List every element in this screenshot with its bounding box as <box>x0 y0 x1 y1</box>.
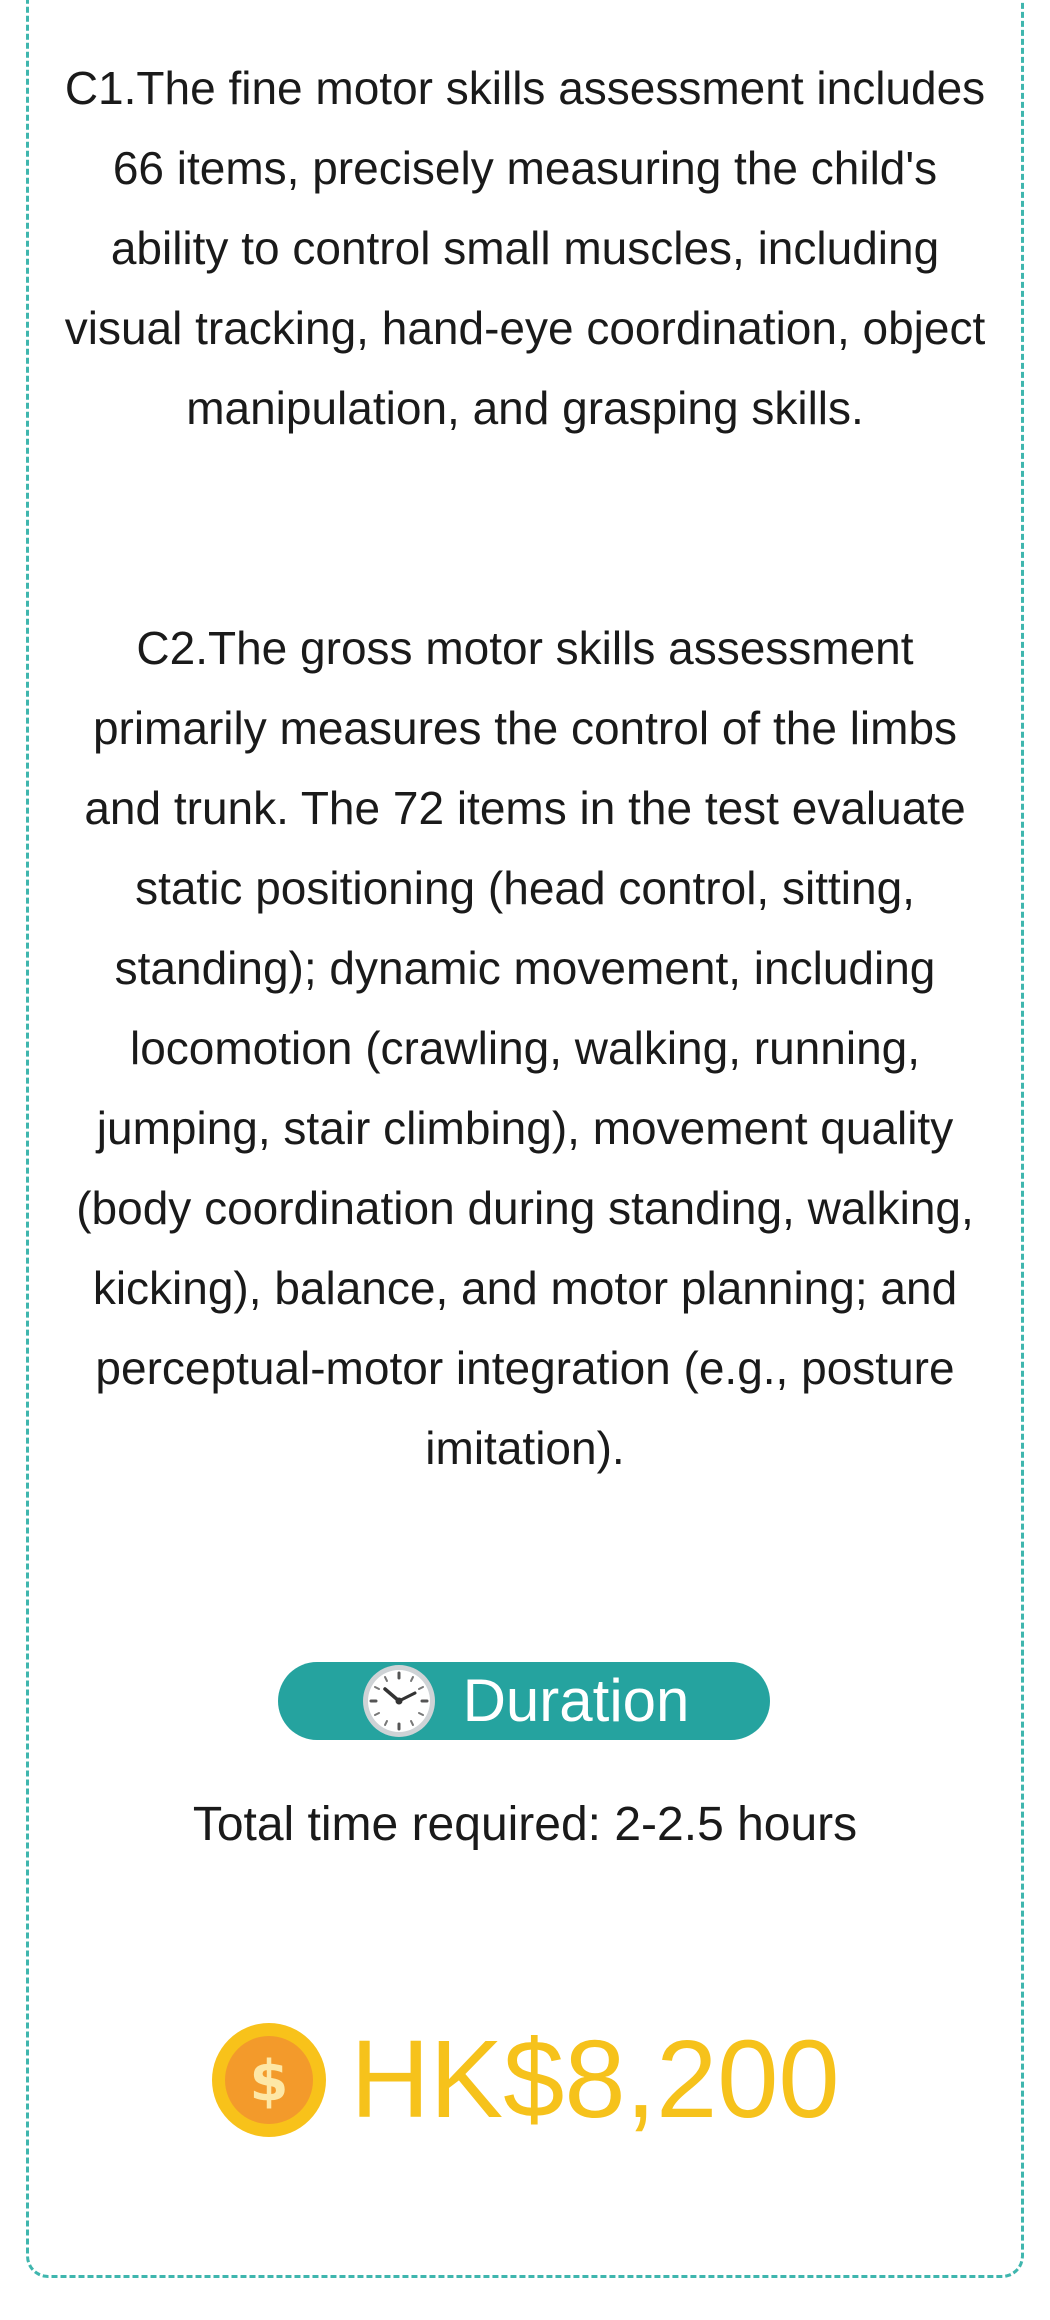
total-time-text: Total time required: 2-2.5 hours <box>192 1798 858 1851</box>
price-amount: HK$8,200 <box>350 2018 840 2141</box>
gross-motor-description: C2.The gross motor skills assessment primarily measures the control of the limbs and trunk. The 72 items in the test evaluate static positioning (head control, sitting, standing); dynamic movement, including locomotion (crawling, walking, running, jumping, stair climbing), movement quality (body coordination during standing, walking, kicking), balance, and motor planning; and perceptual-motor integration (e.g., posture imitation). <box>76 622 974 1474</box>
duration-label: Duration <box>462 1667 690 1734</box>
clock-icon <box>359 1661 439 1741</box>
price-row <box>0 2020 1050 2140</box>
svg-text:$: $ <box>249 2049 289 2114</box>
fine-motor-description: C1.The fine motor skills assessment includes 66 items, precisely measuring the child's ability to control small muscles, including visual tracking, hand-eye coordination, object manipulation, and grasping skills. <box>64 62 986 434</box>
duration-badge <box>278 1662 770 1740</box>
dollar-coin-icon <box>210 2021 328 2139</box>
